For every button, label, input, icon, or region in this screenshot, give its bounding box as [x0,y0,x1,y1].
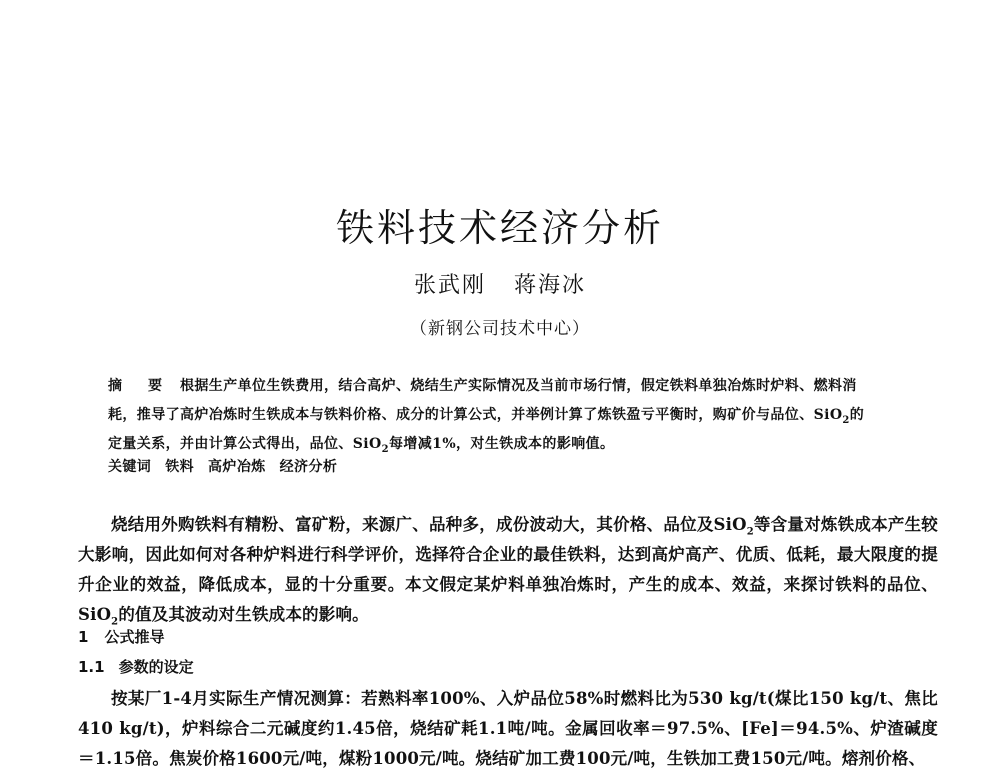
keyword: 铁料 [165,459,195,475]
affiliation: （新钢公司技术中心） [410,319,590,339]
author-name: 蒋海冰 [514,273,587,298]
body-text: 的值及其波动对生铁成本的影响。 [118,605,369,624]
paper-title: 铁料技术经济分析 [335,206,664,251]
body-paragraph: 按某厂1-4月实际生产情况测算：若熟料率100%、入炉品位58%时燃料比为530 kg/t(煤比150 kg/t、焦比410 kg/t)，炉料综合二元碱度约1.45倍，烧结矿耗1.1吨/吨。金属回收率＝97.5%、[Fe]＝94.5%、炉渣碱度＝1.15倍。焦炭价格1600元/吨，煤粉1000元/吨。烧结矿加工费100元/吨，生铁加工费150元/吨。熔剂价格、 [78,689,938,768]
keywords [108,456,868,476]
subscript: 2 [746,526,754,538]
subsection-number: 1.1 [78,658,105,676]
body-text: 等含量对炼铁成本产生较大影响，因此如何对各种炉料进行科学评价，选择符合企业的最佳铁料，达到高炉高产、优质、低耗，最大限度的提升企业的效益，降低成本，显的十分重要。本文假定某炉料单独冶炼时，产生的成本、效益，来探讨铁料的品位、SiO [78,515,939,624]
keyword: 高炉冶炼 [208,459,266,475]
subscript: 2 [381,443,389,455]
subsection-heading [78,656,194,677]
intro-paragraph [78,510,938,630]
author-name: 张武刚 [413,273,486,298]
abstract-text: 每增减1%，对生铁成本的影响值。 [388,436,615,452]
keywords-label: 关键词 [108,459,152,475]
author-list [0,268,1000,299]
abstract-text: 的定量关系，并由计算公式得出，品位、SiO [108,407,865,452]
subscript: 2 [842,414,850,426]
abstract [108,372,868,459]
subscript: 2 [111,616,119,628]
subsection-title: 参数的设定 [118,658,194,676]
keyword: 经济分析 [279,459,338,475]
section-title: 公式推导 [104,628,165,646]
abstract-text: 根据生产单位生铁费用，结合高炉、烧结生产实际情况及当前市场行情，假定铁料单独冶炼时炉料、燃料消耗，推导了高炉冶炼时生铁成本与铁料价格、成分的计算公式，并举例计算了炼铁盈亏平衡时，购矿价与品位、SiO [108,378,857,423]
section-heading [78,626,164,647]
section-number: 1 [78,628,89,646]
abstract-label: 摘 要 [108,378,168,394]
body-text: 烧结用外购铁料有精粉、富矿粉，来源广、品种多，成份波动大，其价格、品位及SiO [111,515,747,534]
